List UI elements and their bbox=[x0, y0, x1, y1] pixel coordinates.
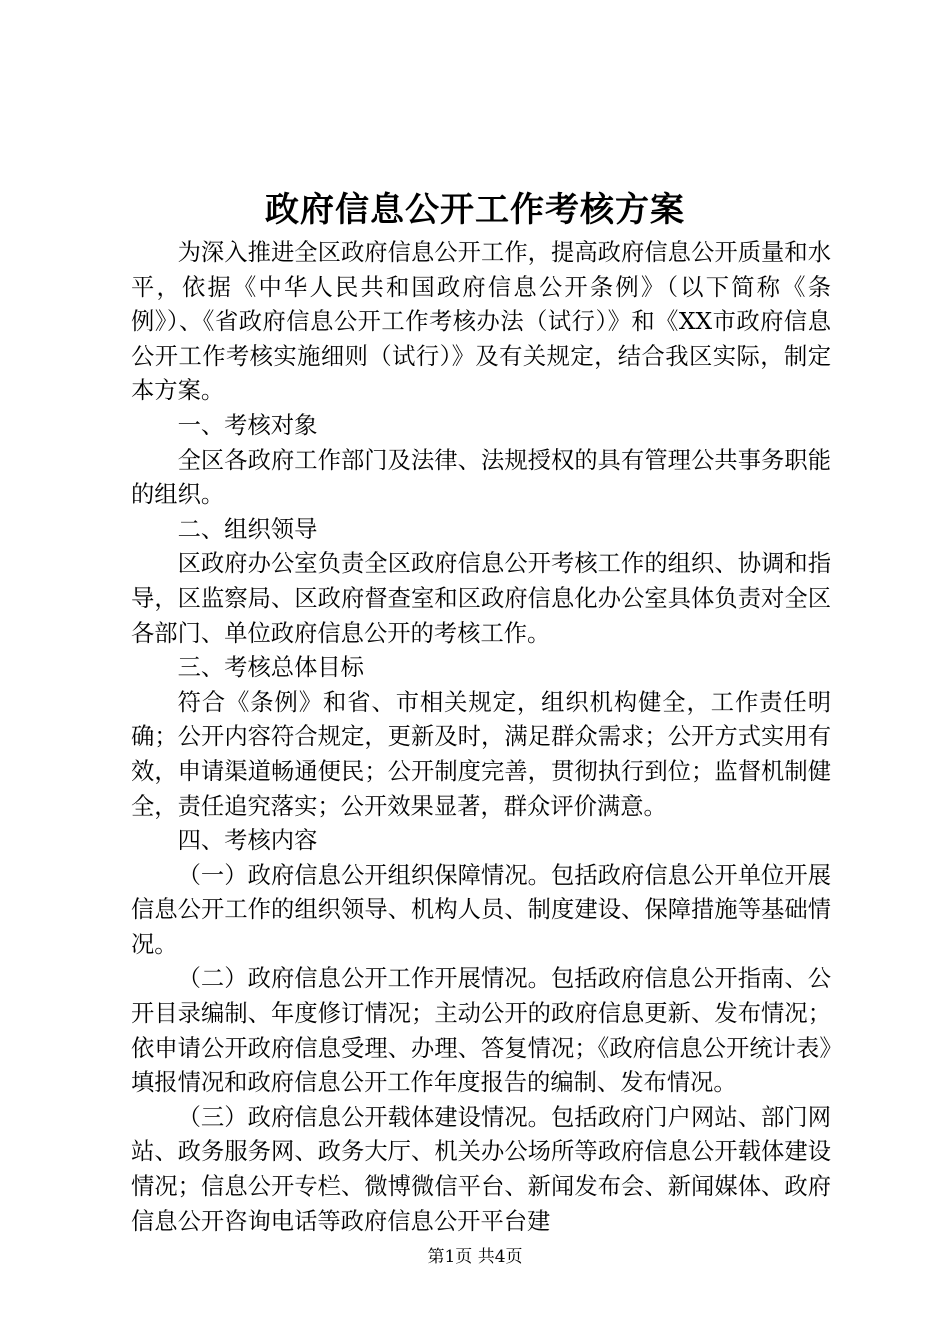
paragraph: （三）政府信息公开载体建设情况。包括政府门户网站、部门网站、政务服务网、政务大厅、机关办公场所等政府信息公开载体建设情况；信息公开专栏、微博微信平台、新闻发布会、新闻媒体、政府信息公开咨询电话等政府信息公开平台建 bbox=[131, 1103, 831, 1235]
section-heading: 二、组织领导 bbox=[177, 515, 318, 543]
document-title: 政府信息公开工作考核方案 bbox=[265, 190, 685, 230]
page-number-footer: 第1页 共4页 bbox=[427, 1247, 523, 1267]
paragraph: 全区各政府工作部门及法律、法规授权的具有管理公共事务职能的组织。 bbox=[131, 446, 831, 509]
paragraph: （一）政府信息公开组织保障情况。包括政府信息公开单位开展信息公开工作的组织领导、机构人员、制度建设、保障措施等基础情况。 bbox=[131, 861, 831, 958]
paragraph: 区政府办公室负责全区政府信息公开考核工作的组织、协调和指导，区监察局、区政府督查室和区政府信息化办公室具体负责对全区各部门、单位政府信息公开的考核工作。 bbox=[131, 550, 831, 647]
paragraph: 符合《条例》和省、市相关规定，组织机构健全，工作责任明确；公开内容符合规定，更新及时，满足群众需求；公开方式实用有效，申请渠道畅通便民；公开制度完善，贯彻执行到位；监督机制健全，责任追究落实；公开效果显著，群众评价满意。 bbox=[131, 688, 831, 820]
section-heading: 三、考核总体目标 bbox=[177, 654, 364, 682]
paragraph: 为深入推进全区政府信息公开工作，提高政府信息公开质量和水平，依据《中华人民共和国政府信息公开条例》（以下简称《条例》）、《省政府信息公开工作考核办法（试行）》和《XX市政府信息公开工作考核实施细则（试行）》及有关规定，结合我区实际，制定本方案。 bbox=[131, 239, 831, 405]
document-body bbox=[131, 236, 831, 1239]
paragraph: （二）政府信息公开工作开展情况。包括政府信息公开指南、公开目录编制、年度修订情况；主动公开的政府信息更新、发布情况；依申请公开政府信息受理、办理、答复情况；《政府信息公开统计表》填报情况和政府信息公开工作年度报告的编制、发布情况。 bbox=[131, 965, 831, 1097]
section-heading: 四、考核内容 bbox=[177, 827, 318, 855]
section-heading: 一、考核对象 bbox=[177, 411, 318, 439]
